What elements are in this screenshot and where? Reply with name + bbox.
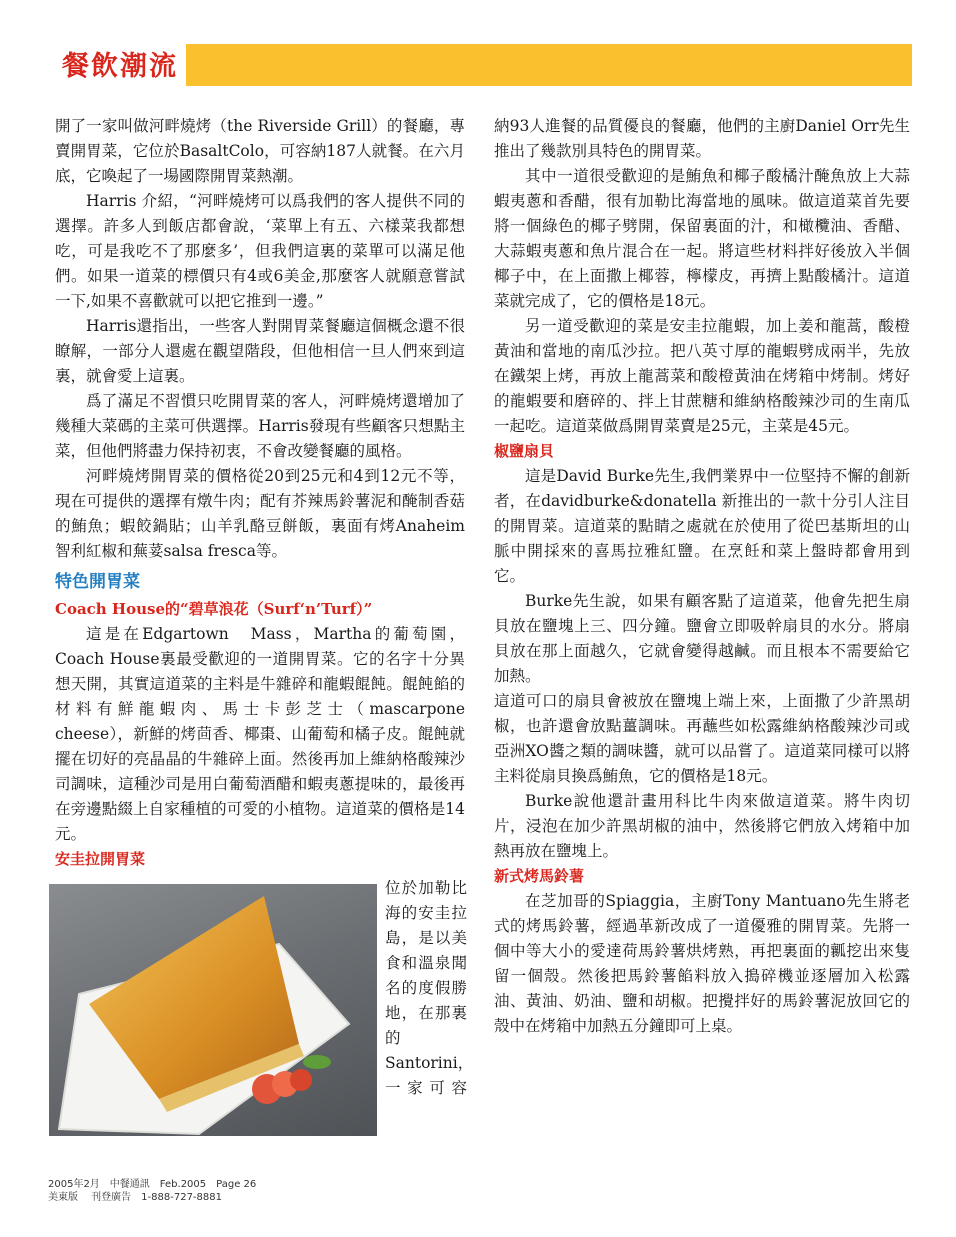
article-paragraph: 爲了滿足不習慣只吃開胃菜的客人，河畔燒烤還增加了幾種大菜碼的主菜可供選擇。Harris發現有些顧客只想點主菜，但他們將盡力保持初衷，不會改變餐廳的風格。 xyxy=(55,392,465,460)
page-footer xyxy=(48,1178,256,1204)
article-paragraph: 另一道受歡迎的菜是安圭拉龍蝦，加上姜和龍蒿，酸橙黃油和當地的南瓜沙拉。把八英寸厚的龍蝦劈成兩半，先放在鐵架上烤，再放上龍蒿菜和酸橙黃油在烤箱中烤制。烤好的龍蝦要和磨碎的、拌上甘蔗糖和維納格酸辣沙司的生南瓜一起吃。這道菜做爲開胃菜賣是25元，主菜是45元。 xyxy=(494,317,910,435)
article-paragraph: 這是在Edgartown Mass，Martha的葡萄園，Coach House裏最受歡迎的一道開胃菜。它的名字十分異想天開，其實這道菜的主料是牛雜碎和龍蝦餛飩。餛飩餡的材料有鮮龍蝦肉、馬士卡彭芝士（mascarpone cheese），新鮮的烤茴香、椰棗、山葡萄和橘子皮。餛飩就擺在切好的亮晶晶的牛雜碎上面。然後再加上維納格酸辣沙司調味，這種沙司是用白葡萄酒醋和蝦夷蔥提味的，最後再在旁邊點綴上自家種植的可愛的小植物。這道菜的價格是14元。 xyxy=(55,625,465,843)
dish-heading: Coach House的“碧草浪花（Surf‘n’Turf）” xyxy=(55,600,373,618)
article-paragraph: 納93人進餐的品質優良的餐廳，他們的主廚Daniel Orr先生推出了幾款別具特色的開胃菜。 xyxy=(494,117,910,160)
photo-block xyxy=(55,876,474,1200)
article-paragraph: Burke先生說，如果有顧客點了這道菜，他會先把生扇貝放在鹽塊上三、四分鐘。鹽會立即吸幹扇貝的水分。將扇貝放在那上面越久，它就會變得越鹹。而且根本不需要給它加熱。 xyxy=(494,592,910,685)
article-paragraph: 河畔燒烤開胃菜的價格從20到25元和4到12元不等，現在可提供的選擇有燉牛肉；配有芥辣馬鈴薯泥和醃制香菇的鮪魚；蝦餃鍋貼；山羊乳酪豆餅飯，裏面有烤Anaheim 智利紅椒和蕪荽salsa fresca等。 xyxy=(55,467,465,560)
article-paragraph: 開了一家叫做河畔燒烤（the Riverside Grill）的餐廳，專賣開胃菜，它位於BasaltColo，可容納187人就餐。在六月底，它喚起了一場國際開胃菜熱潮。 xyxy=(55,117,465,185)
article-paragraph-wrap: 位於加勒比海的安圭拉島，是以美食和溫泉聞名的度假勝地，在那裏的Santorini，一家可容 xyxy=(385,879,474,1097)
right-column xyxy=(494,114,910,1039)
left-column xyxy=(55,114,474,1200)
footer-ad-line: 美東版 刊登廣告 1-888-727-8881 xyxy=(48,1192,222,1203)
article-paragraph: Harris還指出，一些客人對開胃菜餐廳這個概念還不很瞭解，一部分人還處在觀望階段，但他相信一旦人們來到這裏，就會愛上這裏。 xyxy=(55,317,465,385)
article-paragraph: 這是David Burke先生,我們業界中一位堅持不懈的創新者，在davidburke&donatella 新推出的一款十分引人注目的開胃菜。這道菜的點睛之處就在於使用了從巴基斯坦的山脈中開採來的喜馬拉雅紅鹽。在烹飪和菜上盤時都會用到它。 xyxy=(494,467,910,585)
section-heading: 特色開胃菜 xyxy=(55,572,140,592)
footer-issue-line: 2005年2月 中餐通訊 Feb.2005 Page 26 xyxy=(48,1179,257,1190)
article-paragraph: 其中一道很受歡迎的是鮪魚和椰子酸橘汁醃魚放上大蒜蝦夷蔥和香醋，很有加勒比海當地的風味。做這道菜首先要將一個綠色的椰子劈開，保留裏面的汁，和橄欖油、香醋、大蒜蝦夷蔥和魚片混合在一起。將這些材料拌好後放入半個椰子中，在上面撒上椰蓉，檸檬皮，再擠上點酸橘汁。這道菜就完成了，它的價格是18元。 xyxy=(494,167,910,310)
dish-heading: 安圭拉開胃菜 xyxy=(55,850,146,868)
dish-heading: 新式烤馬鈴薯 xyxy=(494,867,585,885)
article-paragraph: Harris 介紹，“河畔燒烤可以爲我們的客人提供不同的選擇。許多人到飯店都會說，‘菜單上有五、六樣菜我都想吃，可是我吃不了那麼多’，但我們這裏的菜單可以滿足他們。如果一道菜的標價只有4或6美金,那麼客人就願意嘗試一下,如果不喜歡就可以把它推到一邊。” xyxy=(55,192,465,310)
article-paragraph: 這道可口的扇貝會被放在鹽塊上端上來，上面撒了少許黑胡椒，也許還會放點薑調味。再蘸些如松露維納格酸辣沙司或亞洲XO醬之類的調味醬，就可以品嘗了。這道菜同樣可以將主料從扇貝換爲鮪魚，它的價格是18元。 xyxy=(494,692,910,785)
article-paragraph: 在芝加哥的Spiaggia，主廚Tony Mantuano先生將老式的烤馬鈴薯，經過革新改成了一道優雅的開胃菜。先將一個中等大小的愛達荷馬鈴薯烘烤熟，再把裏面的瓤挖出來隻留一個殼。然後把馬鈴薯餡料放入搗碎機並逐層加入松露油、黃油、奶油、鹽和胡椒。把攪拌好的馬鈴薯泥放回它的殼中在烤箱中加熱五分鐘即可上桌。 xyxy=(494,892,910,1035)
food-photo xyxy=(49,884,377,1136)
pastry-plate-image xyxy=(49,884,377,1136)
article-paragraph: Burke說他還計畫用科比牛肉來做這道菜。將牛肉切片，浸泡在加少許黑胡椒的油中，然後將它們放入烤箱中加熱再放在鹽塊上。 xyxy=(494,792,910,860)
header-band xyxy=(186,44,912,86)
dish-heading: 椒鹽扇貝 xyxy=(494,442,555,460)
magazine-section-title: 餐飲潮流 xyxy=(62,51,178,82)
